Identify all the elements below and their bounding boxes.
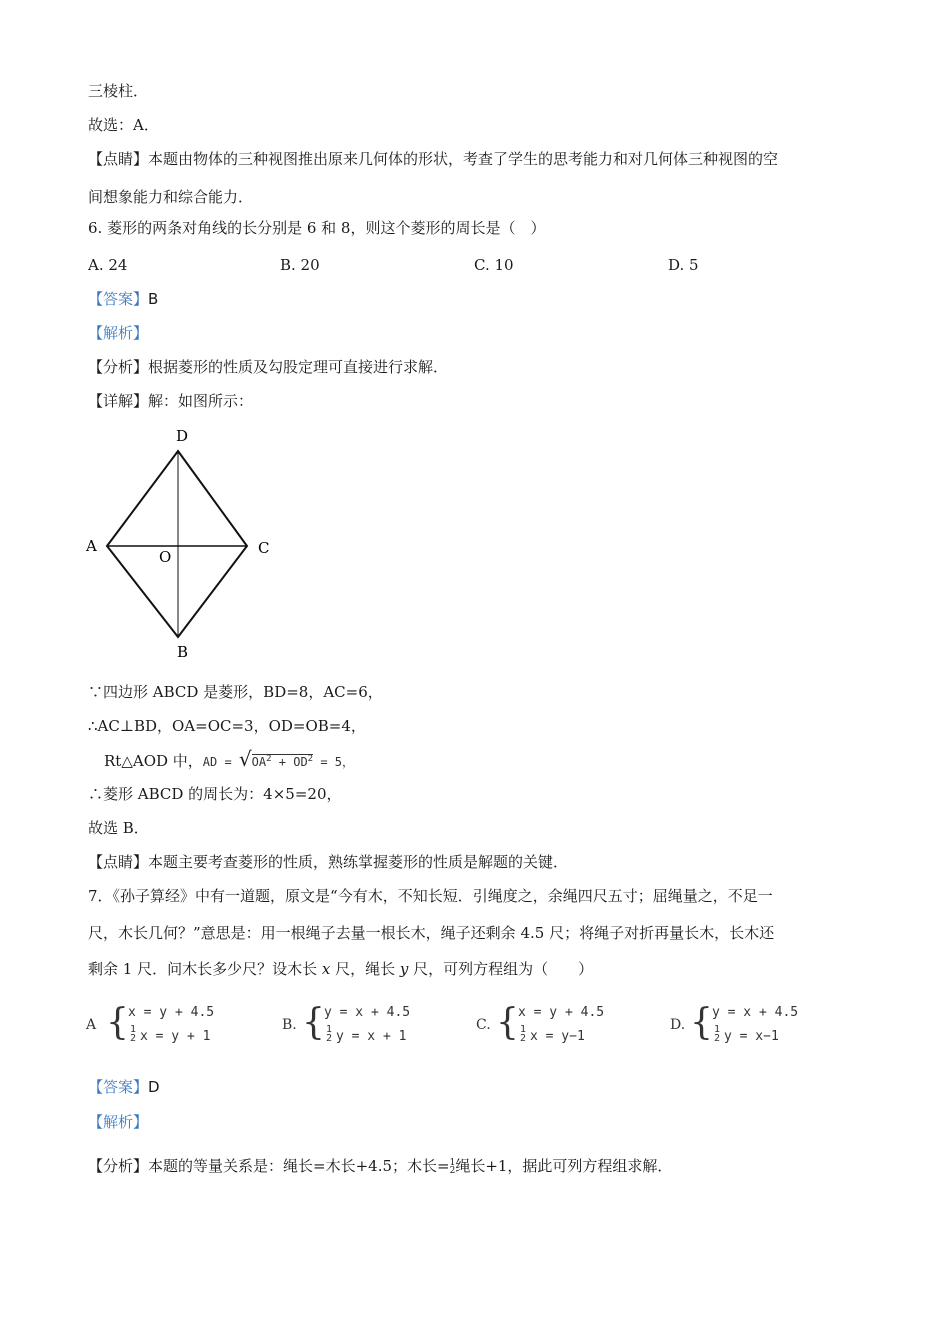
xiangjie-tag: 【详解】 (88, 392, 149, 410)
dianjing-2-text: 本题主要考查菱形的性质，熟练掌握菱形的性质是解题的关键． (148, 853, 569, 871)
brace-icon: { (496, 1002, 519, 1043)
q7-option-c-eq1: x = y + 4.5 (518, 1005, 605, 1020)
q7-option-b-eq2: y = x + 1 (336, 1029, 407, 1044)
q6-option-d: D. 5 (668, 256, 699, 274)
q7-option-a-label: A (86, 1017, 97, 1033)
q6-answer (88, 288, 158, 310)
proof-5: 故选 B． (88, 819, 149, 837)
od-text: + OD (271, 755, 308, 769)
proof-3-text: Rt△AOD 中， (104, 752, 203, 770)
dianjing-text: 本题由物体的三种视图推出原来几何体的形状，考查了学生的思考能力和对几何体三种视图的空 (148, 150, 779, 168)
l1: 三棱柱． (88, 82, 149, 100)
frac-den: 2 (520, 1033, 527, 1044)
q7-option-b-frac (326, 1025, 332, 1043)
sqrt-content (252, 754, 313, 769)
q6-fenxi (88, 356, 448, 378)
dianjing-1 (88, 148, 778, 170)
q7-option-d-label: D. (670, 1017, 686, 1033)
label-a: A (86, 537, 97, 555)
q7-3b: 尺，绳长 (330, 960, 400, 978)
q7-option-c-label: C. (476, 1017, 491, 1033)
q7-3c: 尺，可列方程组为（ ） (408, 960, 594, 978)
q7-option-d (670, 1002, 840, 1051)
half-den: 2 (449, 1166, 456, 1176)
q7-option-c-frac (520, 1025, 526, 1043)
q6-jiexi: 【解析】 (88, 324, 149, 342)
q7-option-b (282, 1002, 452, 1051)
question-7-line-2: 尺，木长几何？”意思是：用一根绳子去量一根长木，绳子还剩余 4.5 尺；将绳子对折再量长木，长木还 (88, 924, 775, 942)
var-y: y (399, 960, 409, 978)
q7-option-a-eq1: x = y + 4.5 (128, 1005, 215, 1020)
proof-3 (104, 748, 354, 773)
proof-4: ∴菱形 ABCD 的周长为：4×5=20， (88, 785, 342, 803)
oa-exp: 2 (266, 754, 272, 764)
proof-1: ∵四边形 ABCD 是菱形，BD=8，AC=6， (88, 683, 383, 701)
dianjing-2-tag: 【点睛】 (88, 853, 149, 871)
brace-icon: { (690, 1002, 713, 1043)
answer-value: B (148, 290, 159, 308)
fenxi-tag-2: 【分析】 (88, 1157, 149, 1175)
q7-option-d-eq2: y = x−1 (724, 1029, 779, 1044)
q7-option-c (476, 1002, 646, 1051)
dianjing-tag: 【点睛】 (88, 150, 149, 168)
oa-text: OA (251, 755, 267, 769)
q7-option-a-frac (130, 1025, 136, 1043)
q7-fenxi-b: 绳长+1，据此可列方程组求解． (455, 1157, 673, 1175)
q7-option-a-eq2: x = y + 1 (140, 1029, 211, 1044)
rhombus-outline (107, 451, 247, 637)
frac-den: 2 (130, 1033, 137, 1044)
question-7-line-3 (88, 958, 593, 980)
frac-den: 2 (714, 1033, 721, 1044)
q7-answer (88, 1076, 160, 1098)
question-6: 6. 菱形的两条对角线的长分别是 6 和 8，则这个菱形的周长是（ ） (88, 219, 546, 237)
frac-den: 2 (326, 1033, 333, 1044)
frac-num: 1 (326, 1024, 333, 1035)
q7-fenxi-a: 本题的等量关系是：绳长=木长+4.5；木长= (148, 1157, 450, 1175)
fenxi-tag: 【分析】 (88, 358, 149, 376)
dianjing-2 (88, 851, 568, 873)
q7-option-d-eq1: y = x + 4.5 (712, 1005, 799, 1020)
label-o: O (159, 548, 172, 566)
q7-fenxi (88, 1155, 672, 1177)
fenxi-text: 根据菱形的性质及勾股定理可直接进行求解． (148, 358, 449, 376)
q7-option-a (86, 1002, 256, 1051)
question-7-line-1: 7．《孙子算经》中有一道题，原文是“今有木，不知长短．引绳度之，余绳四尺五寸；屈绳量之，不足一 (88, 887, 773, 905)
q6-option-b: B. 20 (280, 256, 320, 274)
half-num: 1 (449, 1158, 456, 1168)
brace-icon: { (106, 1002, 129, 1043)
q6-option-c: C. 10 (474, 256, 514, 274)
q7-jiexi: 【解析】 (88, 1113, 149, 1131)
q7-3a: 剩余 1 尺．问木长多少尺？设木长 (88, 960, 322, 978)
eq-five: = 5， (313, 755, 354, 769)
frac-num: 1 (130, 1024, 137, 1035)
xiangjie-text: 解：如图所示： (148, 392, 254, 410)
frac-num: 1 (520, 1024, 527, 1035)
label-c: C (258, 539, 270, 557)
proof-2: ∴AC⊥BD，OA=OC=3，OD=OB=4， (88, 717, 366, 735)
q6-option-a: A. 24 (88, 256, 128, 274)
l2: 故选：A． (88, 116, 159, 134)
sqrt-sign: √ (238, 747, 252, 771)
answer-tag-2: 【答案】 (88, 1078, 149, 1096)
var-x: x (321, 960, 331, 978)
q7-option-d-frac (714, 1025, 720, 1043)
frac-num: 1 (714, 1024, 721, 1035)
q7-option-b-eq1: y = x + 4.5 (324, 1005, 411, 1020)
answer-value-2: D (148, 1078, 160, 1096)
od-exp: 2 (307, 754, 314, 764)
label-b: B (177, 643, 189, 661)
label-d: D (176, 427, 189, 445)
rhombus-diagram (80, 420, 280, 665)
q7-option-c-eq2: x = y−1 (530, 1029, 585, 1044)
q6-xiangjie (88, 390, 253, 412)
q7-option-b-label: B. (282, 1017, 297, 1033)
brace-icon: { (302, 1002, 325, 1043)
l4: 间想象能力和综合能力． (88, 188, 254, 206)
ad-eq: AD = (202, 755, 239, 769)
answer-tag: 【答案】 (88, 290, 149, 308)
